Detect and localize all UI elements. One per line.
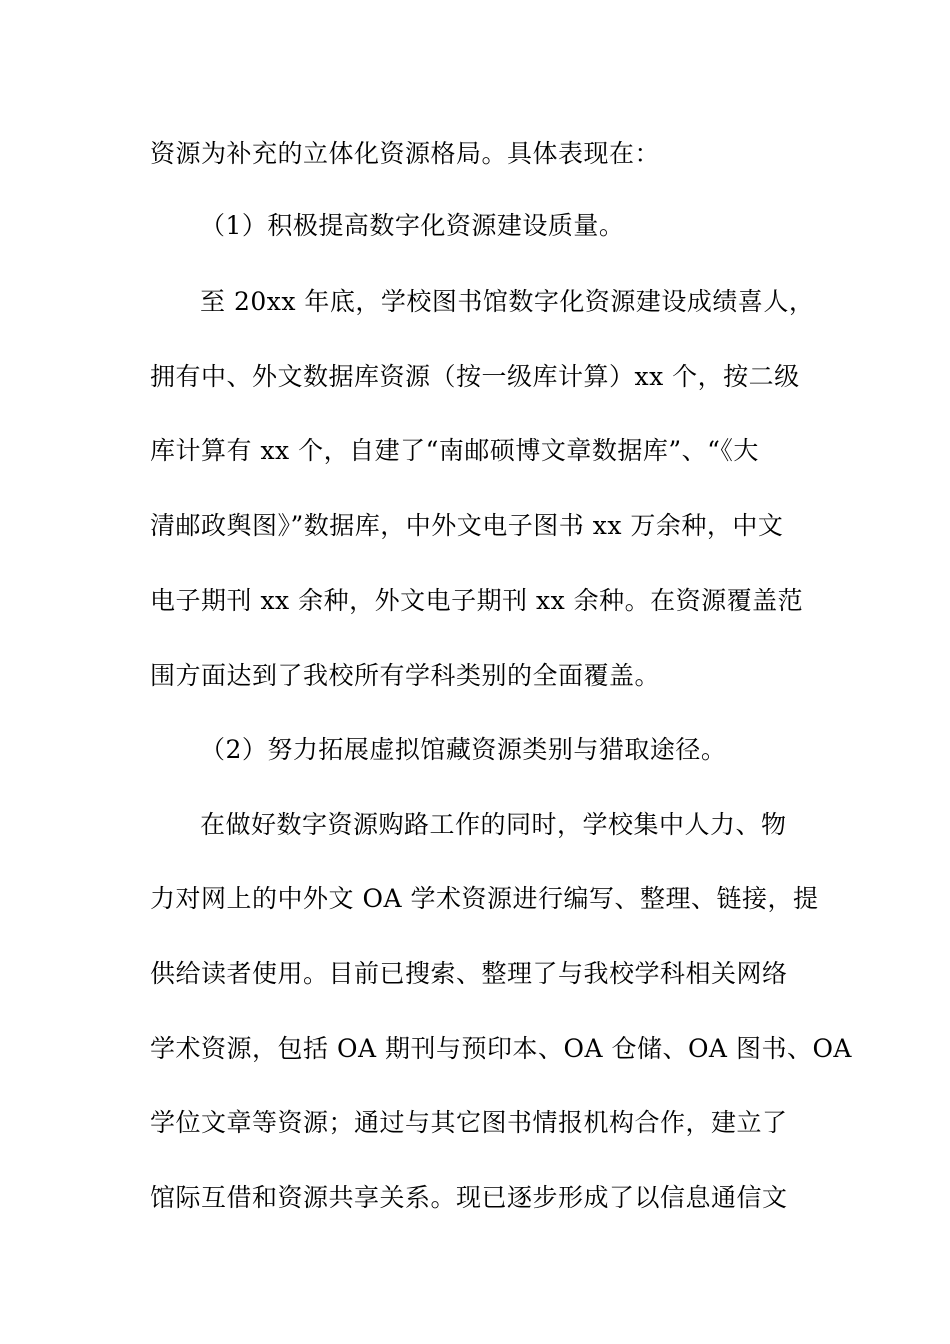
paragraph-line-2: 至 20xx 年底，学校图书馆数字化资源建设成绩喜人， [200, 287, 815, 316]
section-heading-1: （1）积极提高数字化资源建设质量。 [200, 211, 625, 240]
paragraph-line-5: 清邮政舆图》”数据库，中外文电子图书 xx 万余种，中文 [150, 511, 784, 540]
paragraph-line-6: 电子期刊 xx 余种，外文电子期刊 xx 余种。在资源覆盖范 [150, 586, 804, 615]
paragraph-line-13: 馆际互借和资源共享关系。现已逐步形成了以信息通信文 [150, 1183, 788, 1212]
paragraph-line-8: 在做好数字资源购路工作的同时，学校集中人力、物 [200, 810, 787, 839]
section-heading-2: （2）努力拓展虚拟馆藏资源类别与猎取途径。 [200, 735, 727, 764]
paragraph-line-3: 拥有中、外文数据库资源（按一级库计算）xx 个，按二级 [150, 362, 800, 391]
paragraph-line-10: 供给读者使用。目前已搜索、整理了与我校学科相关网络 [150, 959, 788, 988]
paragraph-line-9: 力对网上的中外文 OA 学术资源进行编写、整理、链接，提 [150, 884, 819, 913]
paragraph-line-7: 围方面达到了我校所有学科类别的全面覆盖。 [150, 661, 661, 690]
paragraph-line-4: 库计算有 xx 个，自建了“南邮硕博文章数据库”、“《大 [150, 436, 759, 465]
paragraph-line-1: 资源为补充的立体化资源格局。具体表现在： [150, 139, 661, 168]
paragraph-line-11: 学术资源，包括 OA 期刊与预印本、OA 仓储、OA 图书、OA [150, 1034, 852, 1063]
paragraph-line-12: 学位文章等资源；通过与其它图书情报机构合作，建立了 [150, 1108, 788, 1137]
